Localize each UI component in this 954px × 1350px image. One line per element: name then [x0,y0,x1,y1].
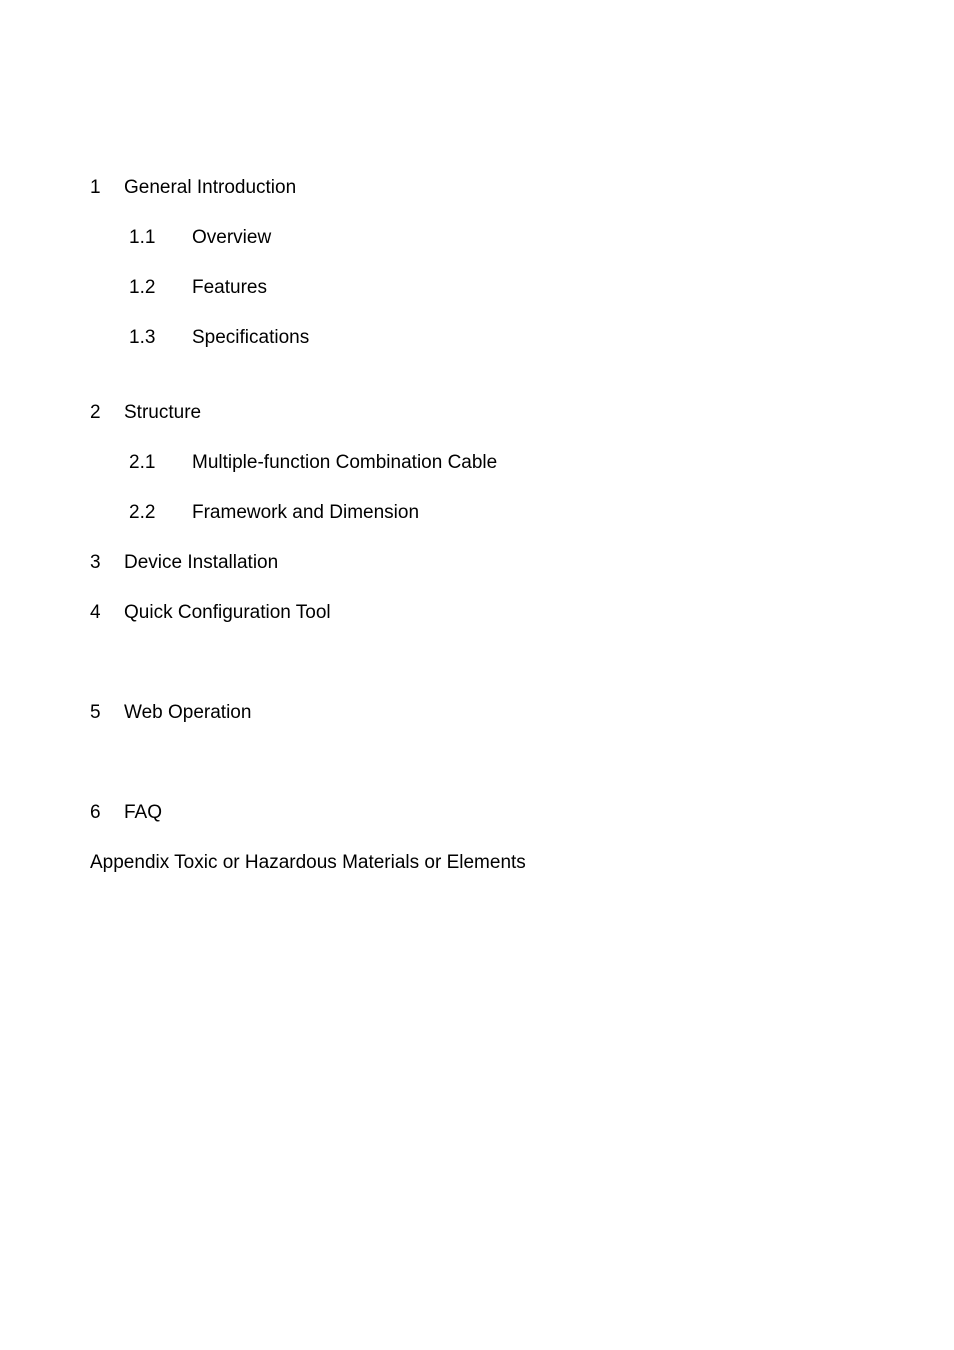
toc-appendix-title: Appendix Toxic or Hazardous Materials or Elements [90,852,526,873]
toc-entry-number: 1.1 [129,227,156,248]
toc-entry-title: Quick Configuration Tool [124,602,331,623]
toc-entry-title: Specifications [192,327,310,348]
toc-entry-number: 2 [90,402,101,423]
toc-entry-number: 3 [90,552,101,573]
toc-entry-number: 2.1 [129,452,156,473]
toc-entry-title: FAQ [124,802,163,823]
toc-entry-number: 4 [90,602,101,623]
toc-entry-title: General Introduction [124,177,297,198]
toc-entry-number: 2.2 [129,502,156,523]
toc-entry-title: Structure [124,402,202,423]
toc-entry-number: 1.3 [129,327,156,348]
toc-entry-title: Features [192,277,267,298]
toc-entry-number: 6 [90,802,101,823]
toc-entry-number: 1.2 [129,277,156,298]
toc-entry-appendix[interactable] [90,851,526,875]
toc-entry-number: 1 [90,177,101,198]
toc-entry-number: 5 [90,702,101,723]
toc-entry-title: Device Installation [124,552,279,573]
toc-entry-title: Web Operation [124,702,252,723]
toc-entry-title: Framework and Dimension [192,502,420,523]
toc-entry-title: Multiple-function Combination Cable [192,452,498,473]
toc-entry-title: Overview [192,227,272,248]
